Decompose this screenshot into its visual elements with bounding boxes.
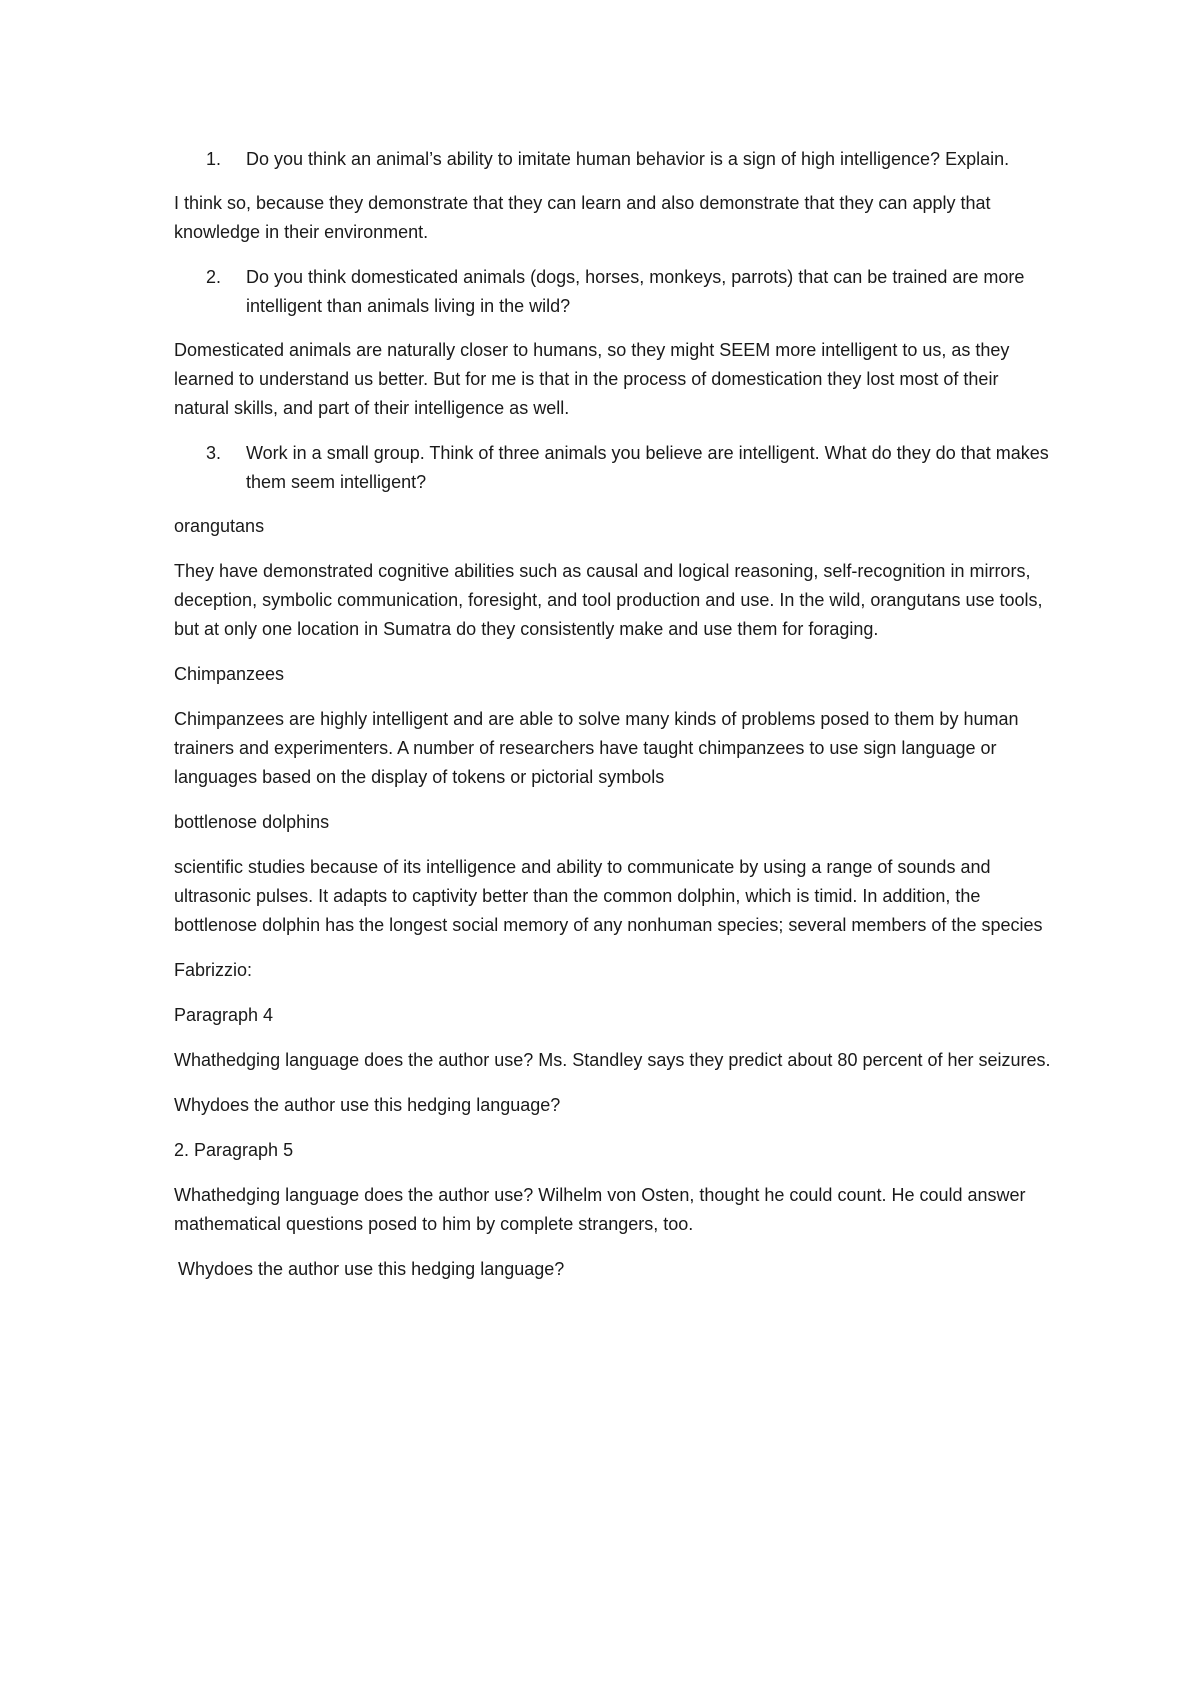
question-1 [174, 145, 1054, 174]
answer-2: Domesticated animals are naturally closer to humans, so they might SEEM more intelligent to us, as they learned to understand us better. But for me is that in the process of domestication they lost most of their natural skills, and part of their intelligence as well. [174, 340, 1015, 418]
question-3-text: Work in a small group. Think of three animals you believe are intelligent. What do they do that makes them seem intelligent? [246, 443, 1049, 492]
answer-1: I think so, because they demonstrate that they can learn and also demonstrate that they can apply that knowledge in their environment. [174, 193, 996, 242]
paragraph-5-label: 2. Paragraph 5 [174, 1140, 294, 1160]
paragraph-4-question-2: Whydoes the author use this hedging language? [174, 1095, 561, 1115]
animal-1-name: orangutans [174, 516, 265, 536]
document-body [174, 145, 1054, 1300]
fabrizzio-label: Fabrizzio: [174, 960, 253, 980]
animal-2-name: Chimpanzees [174, 664, 285, 684]
question-1-number: 1. [206, 149, 222, 169]
paragraph-5-question-1: Whathedging language does the author use? Wilhelm von Osten, thought he could count. He could answer mathematical questions posed to him by complete strangers, too. [174, 1185, 1031, 1234]
animal-3-name: bottlenose dolphins [174, 812, 330, 832]
paragraph-5-question-2: Whydoes the author use this hedging language? [178, 1259, 565, 1279]
paragraph-4-label: Paragraph 4 [174, 1005, 274, 1025]
question-2 [174, 263, 1054, 321]
question-3 [174, 439, 1054, 497]
paragraph-4-question-1: Whathedging language does the author use? Ms. Standley says they predict about 80 percent of her seizures. [174, 1050, 1051, 1070]
question-3-number: 3. [206, 443, 222, 463]
question-2-text: Do you think domesticated animals (dogs, horses, monkeys, parrots) that can be trained are more intelligent than animals living in the wild? [246, 267, 1025, 316]
question-2-number: 2. [206, 267, 222, 287]
question-1-text: Do you think an animal’s ability to imitate human behavior is a sign of high intelligence? Explain. [246, 149, 1010, 169]
animal-3-description: scientific studies because of its intelligence and ability to communicate by using a range of sounds and ultrasonic pulses. It adapts to captivity better than the common dolphin, which is timid. In addition, the bottlenose dolphin has the longest social memory of any nonhuman species; several members of the species [174, 857, 1043, 935]
animal-2-description: Chimpanzees are highly intelligent and are able to solve many kinds of problems posed to them by human trainers and experimenters. A number of researchers have taught chimpanzees to use sign language or languages based on the display of tokens or pictorial symbols [174, 709, 1024, 787]
animal-1-description: They have demonstrated cognitive abilities such as causal and logical reasoning, self-recognition in mirrors, deception, symbolic communication, foresight, and tool production and use. In the wild, orangutans use tools, but at only one location in Sumatra do they consistently make and use them for foraging. [174, 561, 1048, 639]
